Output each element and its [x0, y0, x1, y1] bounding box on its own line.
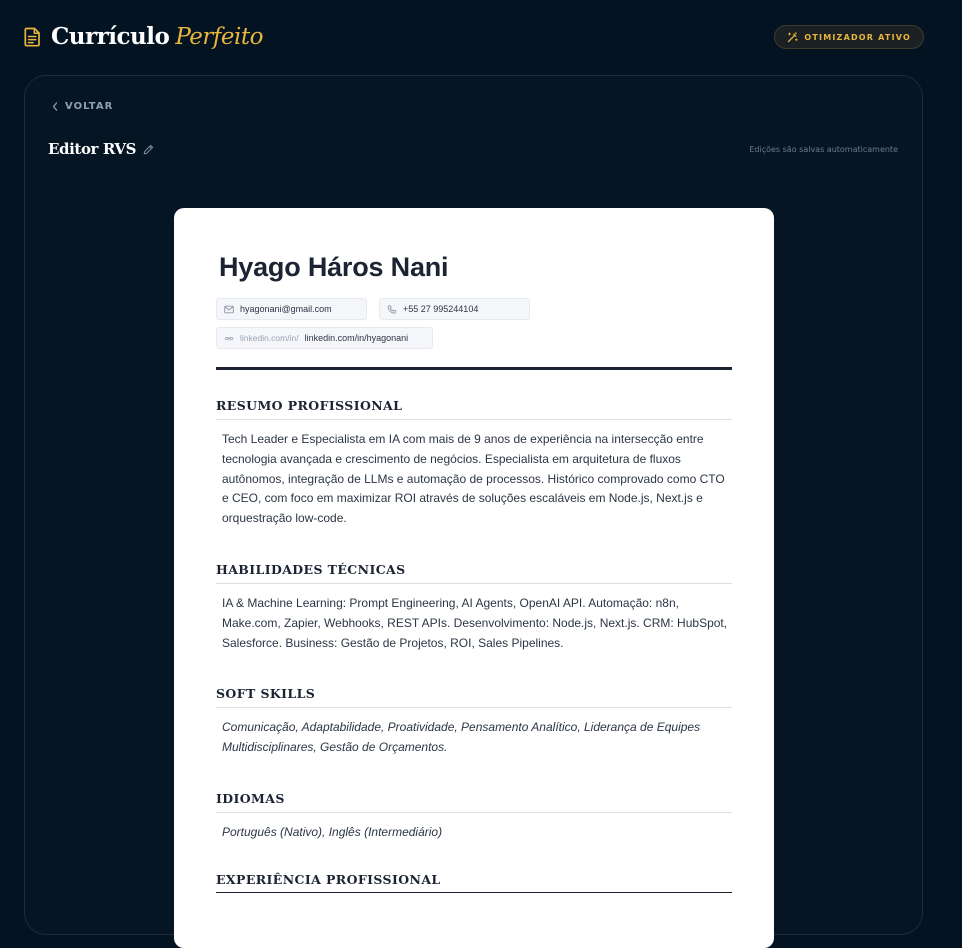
back-button[interactable] [52, 101, 113, 112]
section-title-soft-skills: SOFT SKILLS [216, 686, 316, 701]
section-title-experience: EXPERIÊNCIA PROFISSIONAL [216, 872, 441, 887]
chevron-left-icon [52, 102, 58, 111]
mail-icon [224, 305, 234, 314]
email-value: hyagonani@gmail.com [240, 304, 332, 314]
pencil-icon[interactable] [143, 144, 154, 155]
link-icon [224, 334, 234, 343]
magic-wand-icon [787, 32, 798, 43]
section-title-summary: RESUMO PROFISSIONAL [216, 398, 403, 413]
linkedin-value: linkedin.com/in/hyagonani [304, 333, 409, 343]
languages-text[interactable]: Português (Nativo), Inglês (Intermediário) [222, 825, 443, 839]
section-divider-soft-skills [216, 707, 732, 708]
section-title-skills: HABILIDADES TÉCNICAS [216, 562, 406, 577]
phone-icon [387, 305, 397, 314]
resume-name[interactable]: Hyago Háros Nani [219, 252, 449, 282]
section-divider-summary [216, 419, 732, 420]
editor-title: Editor RVS [48, 140, 137, 158]
summary-text[interactable]: Tech Leader e Especialista em IA com mais de 9 anos de experiência na intersecção entre tecnologia avançada e crescimento de negócios. Especialista em arquitetura de fluxos autônomos, integração de LLMs e automação de processos. Histórico comprovado como CTO e CEO, com foco em maximizar ROI através de soluções escaláveis em Node.js, Next.js e orquestração low-code. [222, 432, 725, 526]
resume-sheet [174, 208, 774, 948]
brand-name [51, 20, 263, 54]
optimizer-status-label: OTIMIZADOR ATIVO [804, 32, 911, 42]
section-divider-languages [216, 812, 732, 813]
optimizer-status-badge[interactable] [774, 25, 924, 49]
back-label: VOLTAR [65, 101, 114, 112]
soft-skills-text[interactable]: Comunicação, Adaptabilidade, Proatividade, Pensamento Analítico, Liderança de Equipes Multidisciplinares, Gestão de Orçamentos. [222, 720, 701, 754]
brand-name-main: Currículo [51, 23, 170, 50]
linkedin-prefix: linkedin.com/in/ [240, 333, 299, 343]
section-title-languages: IDIOMAS [216, 791, 285, 806]
app-header [0, 0, 962, 76]
section-divider-skills [216, 583, 732, 584]
linkedin-field[interactable] [216, 327, 433, 349]
email-field[interactable] [216, 298, 367, 320]
section-divider-experience [216, 892, 732, 893]
phone-value: +55 27 995244104 [403, 304, 479, 314]
header-divider [216, 367, 732, 370]
brand-name-accent: Perfeito [175, 24, 263, 50]
document-icon [24, 27, 41, 47]
brand-logo[interactable] [24, 20, 263, 54]
autosave-note: Edições são salvas automaticamente [749, 145, 898, 154]
skills-text[interactable]: IA & Machine Learning: Prompt Engineering, AI Agents, OpenAI API. Automação: n8n, Make.com, Zapier, Webhooks, REST APIs. Desenvolvimento: Node.js, Next.js. CRM: HubSpot, Salesforce. Business: Gestão de Projetos, ROI, Sales Pipelines. [222, 596, 728, 650]
editor-title-row [48, 140, 154, 158]
phone-field[interactable] [379, 298, 530, 320]
